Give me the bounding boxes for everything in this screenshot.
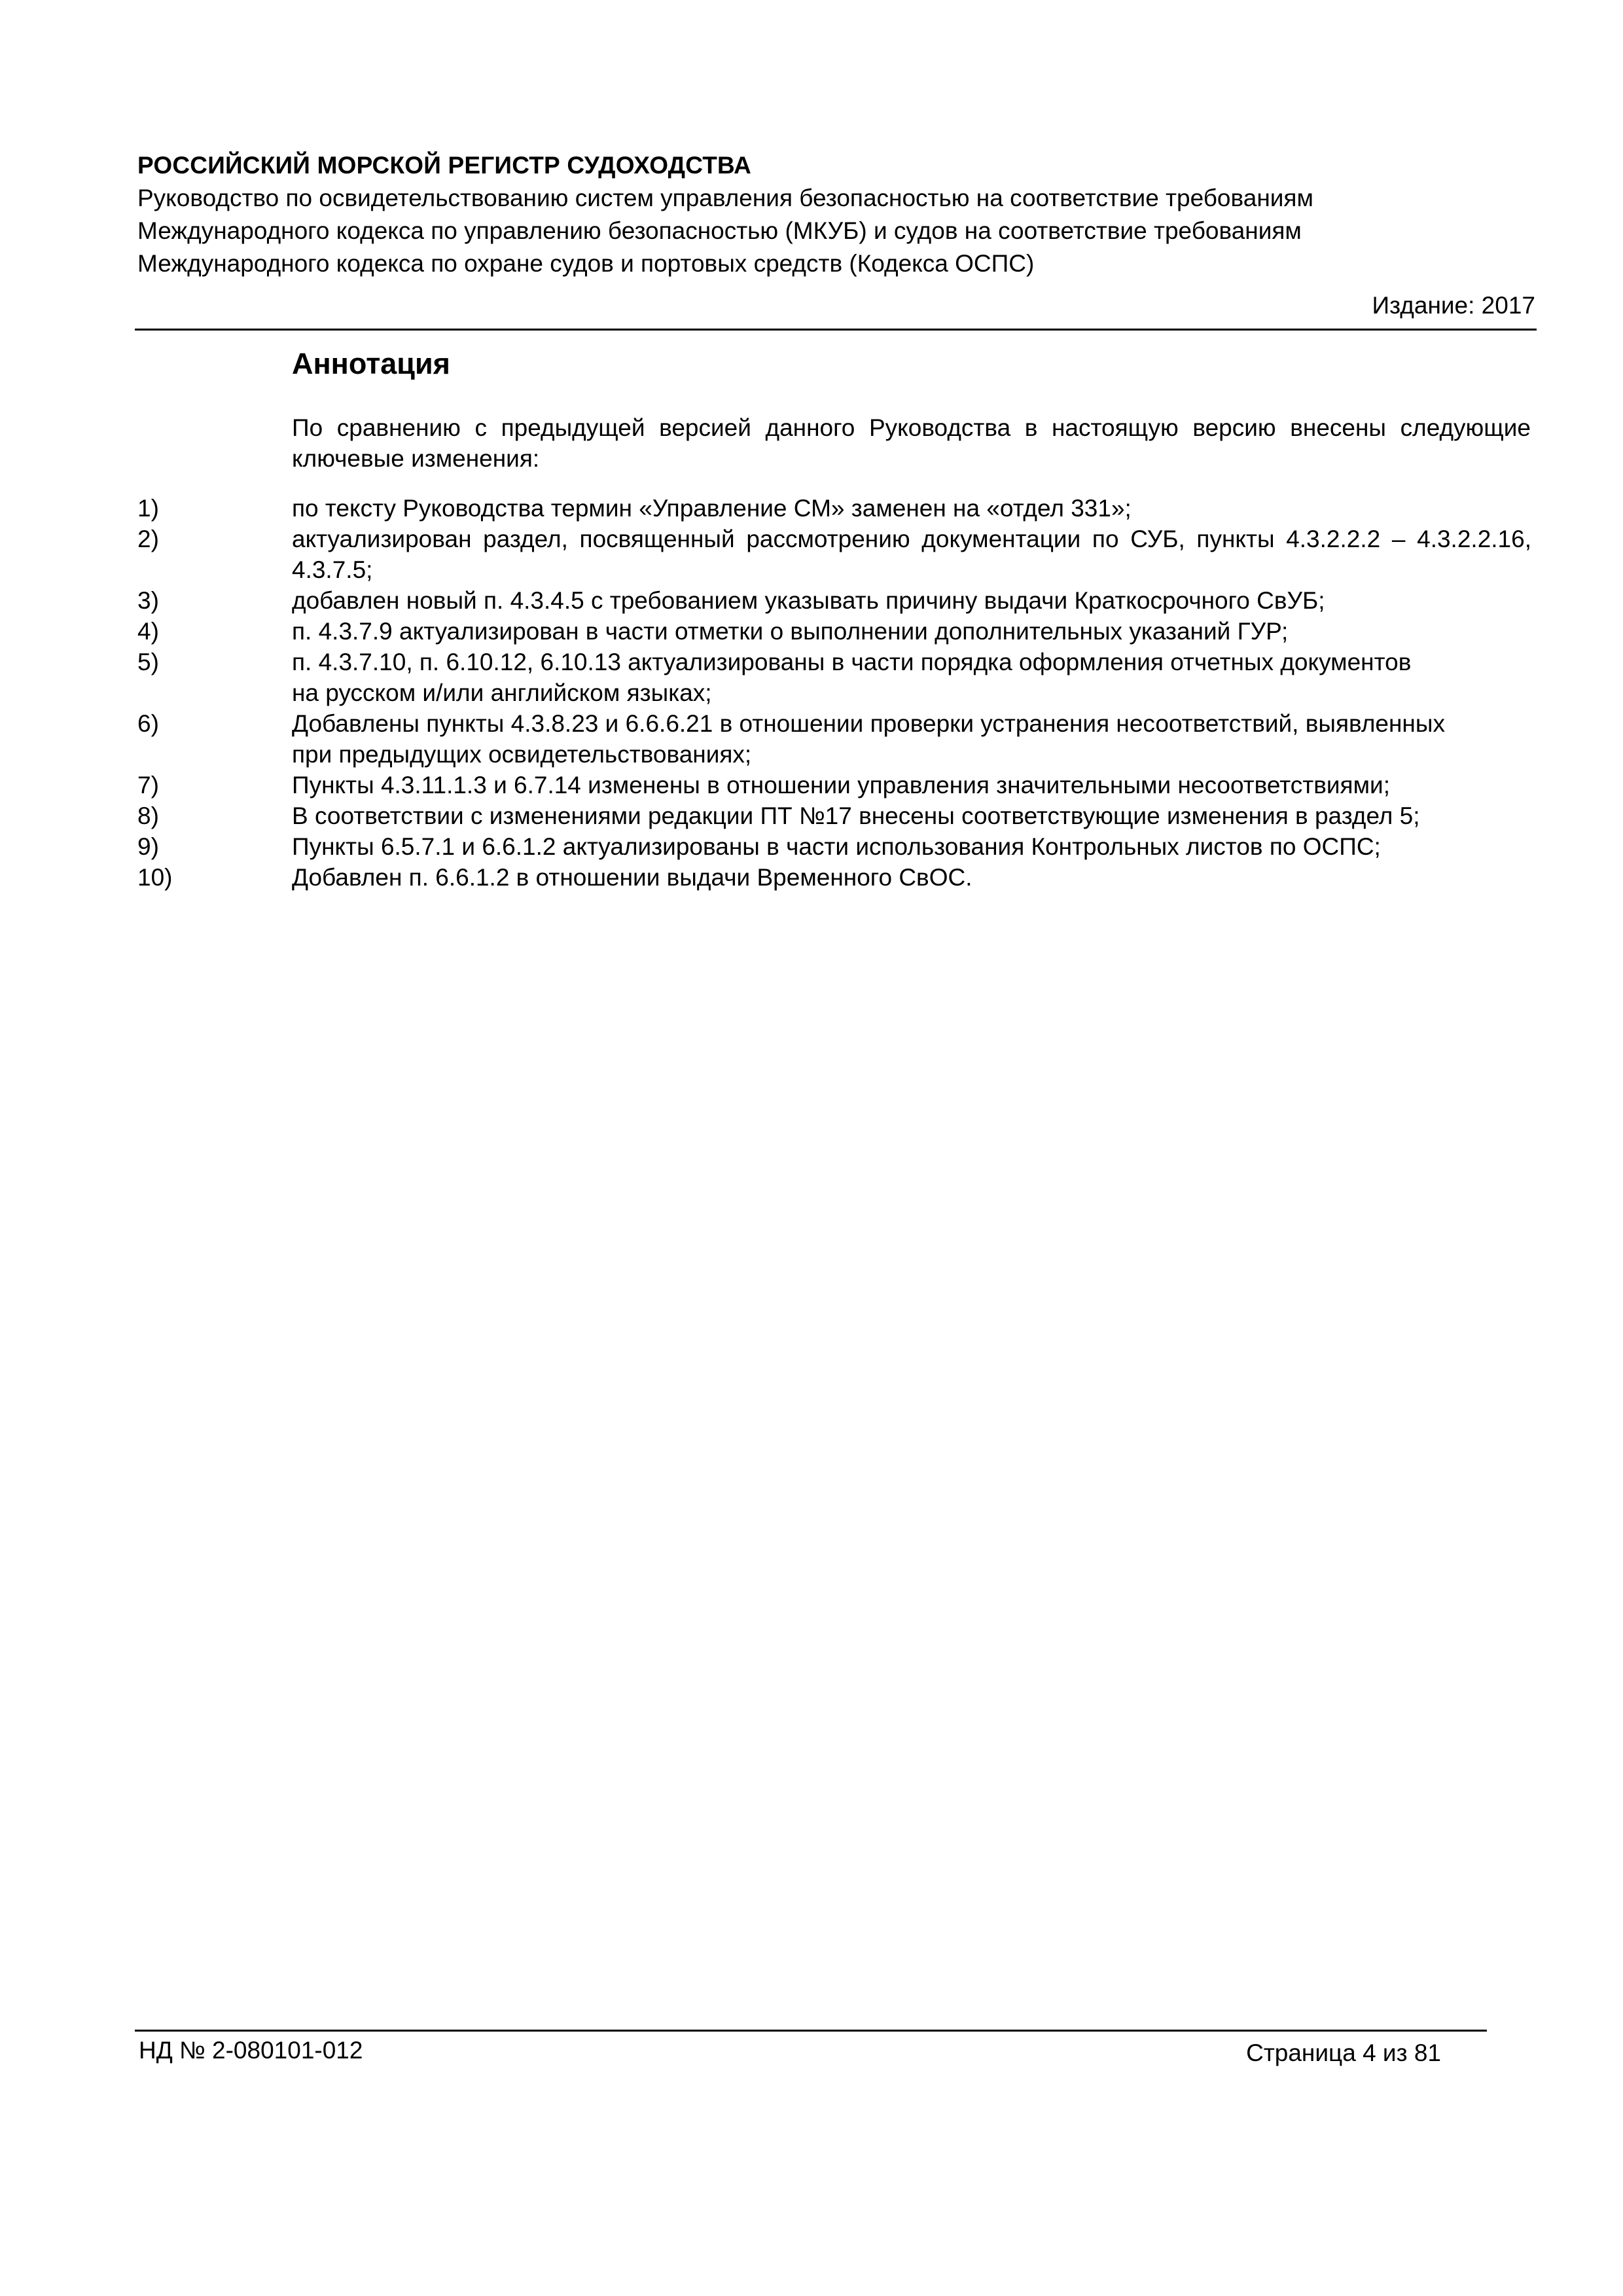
- change-text: по тексту Руководства термин «Управление СМ» заменен на «отдел 331»;: [292, 495, 1132, 522]
- change-text: п. 4.3.7.9 актуализирован в части отметки о выполнении дополнительных указаний ГУР;: [292, 618, 1289, 645]
- change-item: [137, 770, 1531, 800]
- footer-divider: [135, 2030, 1487, 2032]
- document-subtitle-line-3: Международного кодекса по охране судов и портовых средств (Кодекса ОСПС): [137, 250, 1035, 277]
- header-divider: [135, 329, 1537, 331]
- change-number: 8): [137, 802, 159, 829]
- change-item: [137, 585, 1531, 616]
- change-number: 2): [137, 526, 159, 552]
- change-item: [137, 708, 1531, 770]
- page-number: Страница 4 из 81: [1246, 2039, 1441, 2066]
- change-text: актуализирован раздел, посвященный рассмотрению документации по СУБ, пункты 4.3.2.2.2 – 4.3.2.2.16, 4.3.7.5;: [292, 526, 1531, 583]
- change-text: Пункты 6.5.7.1 и 6.6.1.2 актуализированы в части использования Контрольных листов по ОСПС;: [292, 833, 1381, 860]
- change-item: [137, 647, 1531, 708]
- change-text: п. 4.3.7.10, п. 6.10.12, 6.10.13 актуализированы в части порядка оформления отчетных документов на русском и/или английском языках;: [292, 649, 1412, 706]
- change-number: 7): [137, 772, 159, 798]
- change-number: 5): [137, 649, 159, 675]
- edition-label: Издание: 2017: [1372, 292, 1535, 319]
- change-number: 9): [137, 833, 159, 860]
- change-item: [137, 616, 1531, 647]
- change-number: 6): [137, 710, 159, 737]
- change-text: добавлен новый п. 4.3.4.5 с требованием указывать причину выдачи Краткосрочного СвУБ;: [292, 587, 1325, 614]
- change-item: [137, 862, 1531, 893]
- change-number: 4): [137, 618, 159, 645]
- annotation-intro: По сравнению с предыдущей версией данного Руководства в настоящую версию внесены следующие ключевые изменения:: [292, 414, 1531, 472]
- change-item: [137, 831, 1531, 862]
- change-text: Добавлены пункты 4.3.8.23 и 6.6.6.21 в отношении проверки устранения несоответствий, выявленных при предыдущих освидетельствованиях;: [292, 710, 1445, 768]
- change-number: 3): [137, 587, 159, 614]
- document-subtitle-line-2: Международного кодекса по управлению безопасностью (МКУБ) и судов на соответствие требованиям: [137, 217, 1302, 244]
- document-header: [137, 149, 1538, 280]
- change-number: 1): [137, 495, 159, 522]
- change-text: Пункты 4.3.11.1.3 и 6.7.14 изменены в отношении управления значительными несоответствиями;: [292, 772, 1390, 798]
- changes-list: [137, 493, 1531, 893]
- document-subtitle-line-1: Руководство по освидетельствованию систем управления безопасностью на соответствие требованиям: [137, 185, 1313, 211]
- change-text: В соответствии с изменениями редакции ПТ №17 внесены соответствующие изменения в раздел 5;: [292, 802, 1420, 829]
- annotation-heading: Аннотация: [292, 347, 450, 380]
- organization-title: РОССИЙСКИЙ МОРСКОЙ РЕГИСТР СУДОХОДСТВА: [137, 152, 752, 179]
- document-number: НД № 2-080101-012: [139, 2037, 363, 2064]
- change-item: [137, 524, 1531, 585]
- change-text: Добавлен п. 6.6.1.2 в отношении выдачи Временного СвОС.: [292, 864, 972, 891]
- change-item: [137, 800, 1531, 831]
- change-item: [137, 493, 1531, 524]
- change-number: 10): [137, 864, 173, 891]
